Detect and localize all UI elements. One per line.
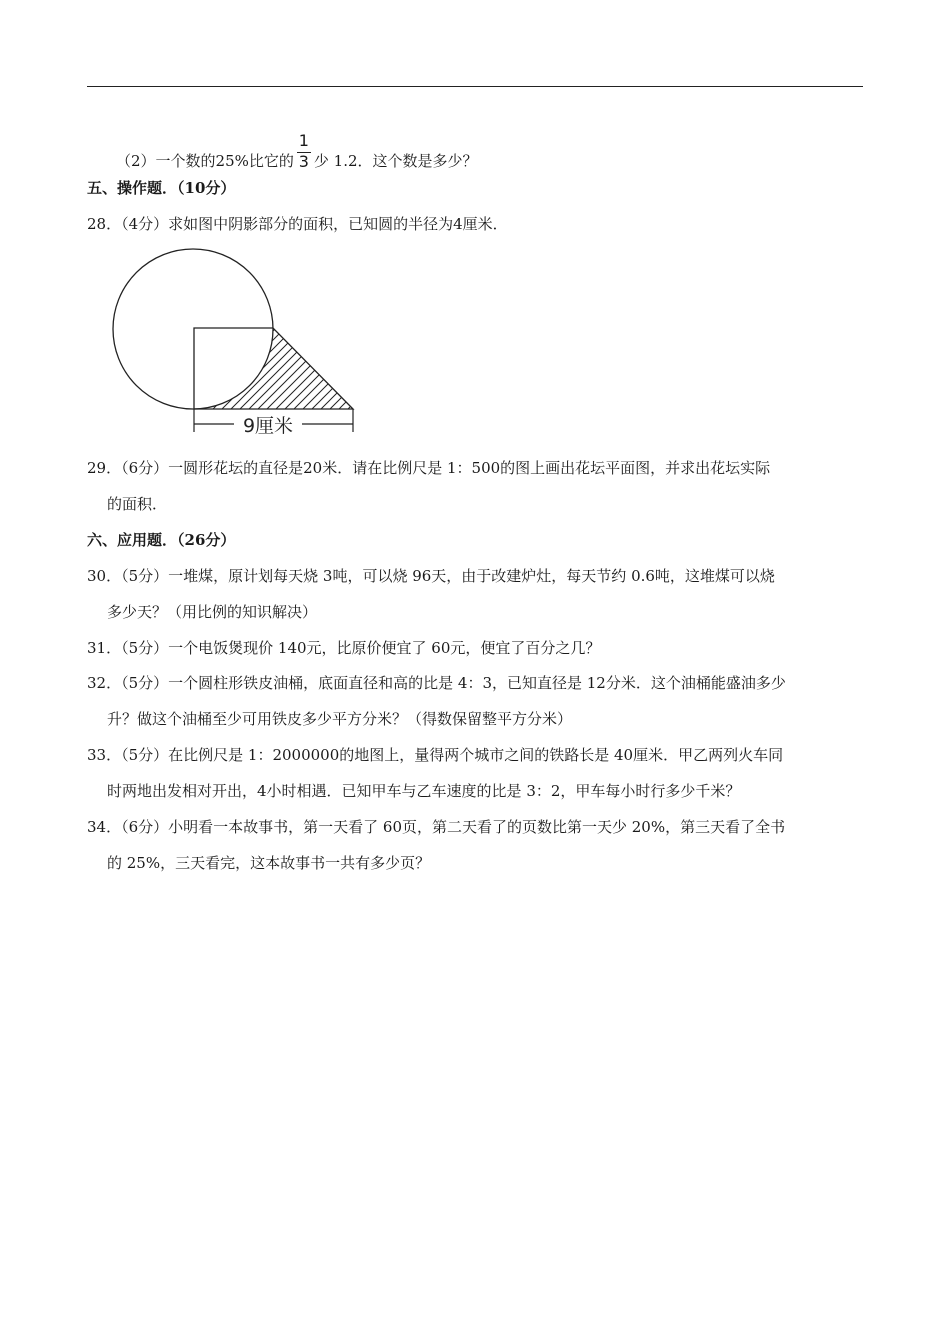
question-32-line-2: 升？做这个油桶至少可用铁皮多少平方分米？（得数保留整平方分米） bbox=[107, 710, 573, 728]
shaded-region bbox=[194, 328, 353, 409]
fraction-denominator: 3 bbox=[298, 152, 309, 171]
header-rule bbox=[87, 86, 863, 87]
fraction-one-third bbox=[295, 132, 313, 172]
section-5-title: 五、操作题．（10分） bbox=[87, 179, 236, 197]
question-30-line-2: 多少天？（用比例的知识解决） bbox=[107, 603, 318, 621]
question-31: 31．（5分）一个电饭煲现价 140元，比原价便宜了 60元，便宜了百分之几？ bbox=[87, 639, 601, 657]
question-34-line-1: 34．（6分）小明看一本故事书，第一天看了 60页，第二天看了的页数比第一天少 20%，第三天看了全书 bbox=[87, 818, 786, 836]
question-29-line-1: 29．（6分）一圆形花坛的直径是20米．请在比例尺是 1：500的图上画出花坛平面图，并求出花坛实际 bbox=[87, 459, 771, 477]
q27-part2-text-after: 少 1.2．这个数是多少？ bbox=[313, 152, 478, 170]
question-33-line-2: 时两地出发相对开出，4小时相遇．已知甲车与乙车速度的比是 3：2，甲车每小时行多少千米？ bbox=[107, 782, 741, 800]
question-33-line-1: 33．（5分）在比例尺是 1：2000000的地图上，量得两个城市之间的铁路长是 40厘米．甲乙两列火车同 bbox=[87, 746, 784, 764]
q27-part2-text-before: （2）一个数的25%比它的 bbox=[116, 152, 294, 170]
fraction-numerator: 1 bbox=[298, 131, 309, 150]
dimension-label: 9厘米 bbox=[242, 415, 294, 437]
section-6-title: 六、应用题．（26分） bbox=[87, 531, 236, 549]
question-28: 28．（4分）求如图中阴影部分的面积，已知圆的半径为4厘米． bbox=[87, 215, 508, 233]
circle-shape bbox=[113, 249, 273, 409]
question-32-line-1: 32．（5分）一个圆柱形铁皮油桶，底面直径和高的比是 4：3，已知直径是 12分米．这个油桶能盛油多少 bbox=[87, 674, 786, 692]
question-29-line-2: 的面积． bbox=[107, 495, 168, 513]
shaded-area-figure bbox=[106, 246, 360, 438]
question-30-line-1: 30．（5分）一堆煤，原计划每天烧 3吨，可以烧 96天，由于改建炉灶，每天节约 0.6吨，这堆煤可以烧 bbox=[87, 567, 775, 585]
question-34-line-2: 的 25%，三天看完，这本故事书一共有多少页？ bbox=[107, 854, 431, 872]
q27-part2 bbox=[116, 132, 478, 172]
